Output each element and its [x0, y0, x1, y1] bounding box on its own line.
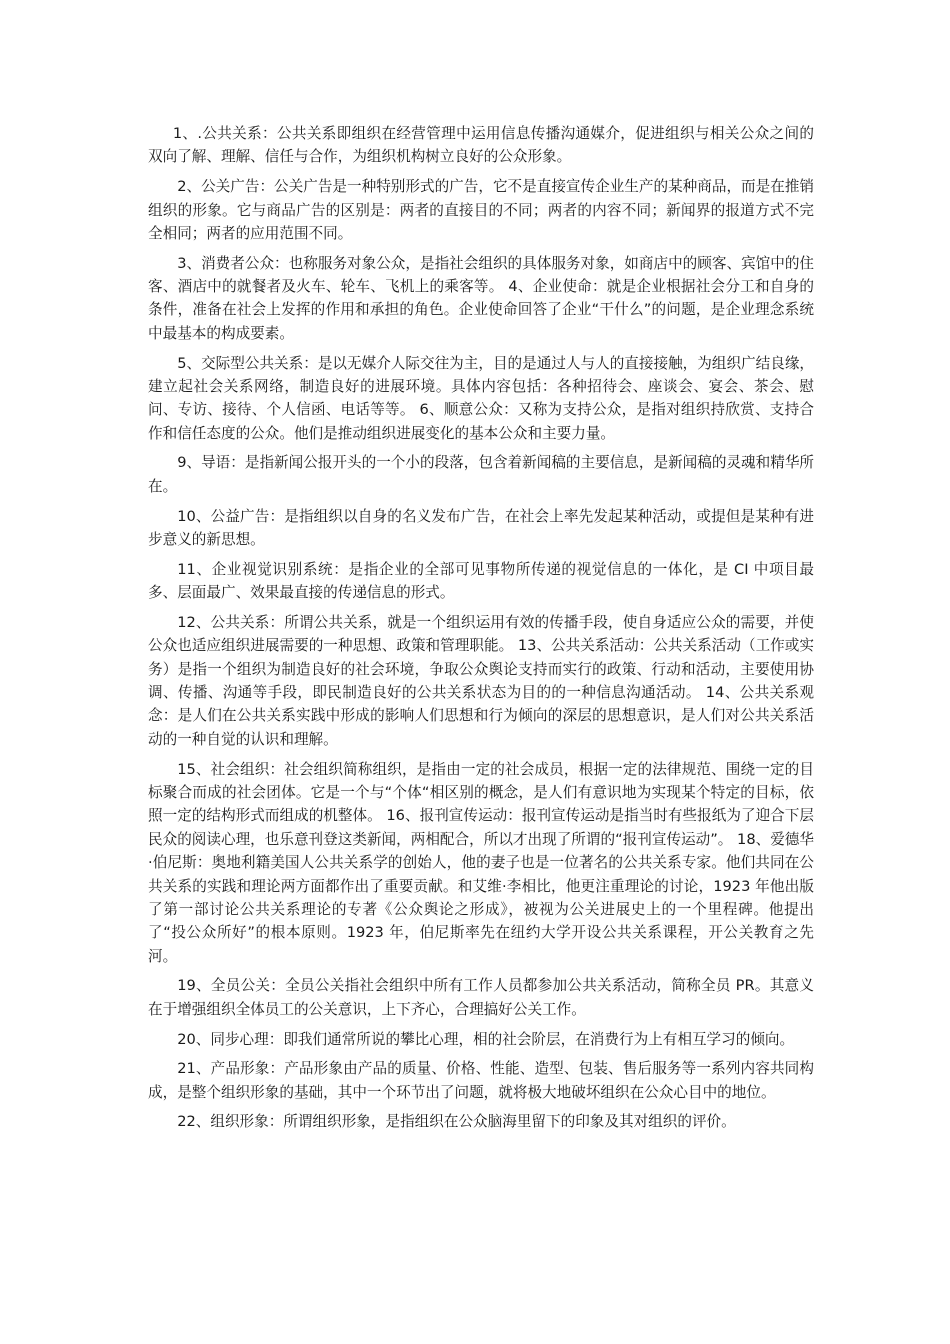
paragraph-10: 19、全员公关：全员公关指社会组织中所有工作人员都参加公共关系活动，简称全员 PR。其意义在于增强组织全体员工的公关意识，上下齐心，合理搞好公关工作。 — [148, 977, 814, 1018]
paragraph-4: 5、交际型公共关系：是以无媒介人际交往为主，目的是通过人与人的直接接触，为组织广结良缘，建立起社会关系网络，制造良好的进展环境。具体内容包括：各种招待会、座谈会、宴会、茶会、慰问、专访、接待、个人信函、电话等等。 6、顺意公众：又称为支持公众，是指对组织持欣赏、支持合作和信任态度的公众。他们是推动组织进展变化的基本公众和主要力量。 — [148, 354, 815, 442]
paragraph-1: 1、.公共关系：公共关系即组织在经营管理中运用信息传播沟通媒介，促进组织与相关公众之间的双向了解、理解、信任与合作，为组织机构树立良好的公众形象。 — [148, 125, 814, 166]
paragraph-9: 15、社会组织：社会组织简称组织，是指由一定的社会成员，根据一定的法律规范、围绕一定的目标聚合而成的社会团体。它是一个与“个体“相区别的概念，是人们有意识地为实现某个特定的目标，依照一定的结构形式而组成的机整体。 16、报刊宣传运动：报刊宣传运动是指当时有些报纸为了迎合下层民众的阅读心理，也乐意刊登这类新闻，两相配合，所以才出现了所谓的“报刊宣传运动”。 18、爱德华·伯尼斯：奥地利籍美国人公共关系学的创始人，他的妻子也是一位著名的公共关系专家。他们共同在公共关系的实践和理论两方面都作出了重要贡献。和艾维·李相比，他更注重理论的讨论，1923 年他出版了第一部讨论公共关系理论的专著《公众舆论之形成》，被视为公关进展史上的一个里程碑。他提出了“投公众所好”的根本原则。1923 年，伯尼斯率先在纽约大学开设公共关系课程，开公关教育之先河。 — [148, 760, 814, 965]
paragraph-13: 22、组织形象：所谓组织形象，是指组织在公众脑海里留下的印象及其对组织的评价。 — [177, 1113, 736, 1131]
document-body — [148, 122, 814, 1140]
paragraph-7: 11、企业视觉识别系统：是指企业的全部可见事物所传递的视觉信息的一体化，是 CI 中项目最多、层面最广、效果最直接的传递信息的形式。 — [148, 560, 814, 602]
paragraph-6: 10、公益广告：是指组织以自身的名义发布广告，在社会上率先发起某种活动，或提但是某种有进步意义的新思想。 — [148, 507, 814, 548]
paragraph-3: 3、消费者公众：也称服务对象公众，是指社会组织的具体服务对象，如商店中的顾客、宾馆中的住客、酒店中的就餐者及火车、轮车、飞机上的乘客等。 4、企业使命：就是企业根据社会分工和自身的条件，准备在社会上发挥的作用和承担的角色。企业使命回答了企业“干什么”的问题，是企业理念系统中最基本的构成要素。 — [148, 254, 815, 342]
paragraph-11: 20、同步心理：即我们通常所说的攀比心理，相的社会阶层，在消费行为上有相互学习的倾向。 — [177, 1030, 795, 1048]
paragraph-12: 21、产品形象：产品形象由产品的质量、价格、性能、造型、包装、售后服务等一系列内容共同构成，是整个组织形象的基础，其中一个环节出了问题，就将极大地破坏组织在公众心目中的地位。 — [148, 1060, 814, 1101]
paragraph-5: 9、导语：是指新闻公报开头的一个小的段落，包含着新闻稿的主要信息，是新闻稿的灵魂和精华所在。 — [148, 454, 815, 495]
paragraph-2: 2、公关广告：公关广告是一种特别形式的广告，它不是直接宣传企业生产的某种商品，而是在推销组织的形象。它与商品广告的区别是：两者的直接目的不同；两者的内容不同；新闻界的报道方式不完全相同；两者的应用范围不同。 — [148, 178, 815, 242]
paragraph-8: 12、公共关系：所谓公共关系，就是一个组织运用有效的传播手段，使自身适应公众的需要，并使公众也适应组织进展需要的一种思想、政策和管理职能。 13、公共关系活动：公共关系活动（工作或实务）是指一个组织为制造良好的社会环境，争取公众舆论支持而实行的政策、行动和活动，主要使用协调、传播、沟通等手段，即民制造良好的公共关系状态为目的的一种信息沟通活动。 14、公共关系观念：是人们在公共关系实践中形成的影响人们思想和行为倾向的深层的思想意识，是人们对公共关系活动的一种自觉的认识和理解。 — [148, 613, 814, 748]
